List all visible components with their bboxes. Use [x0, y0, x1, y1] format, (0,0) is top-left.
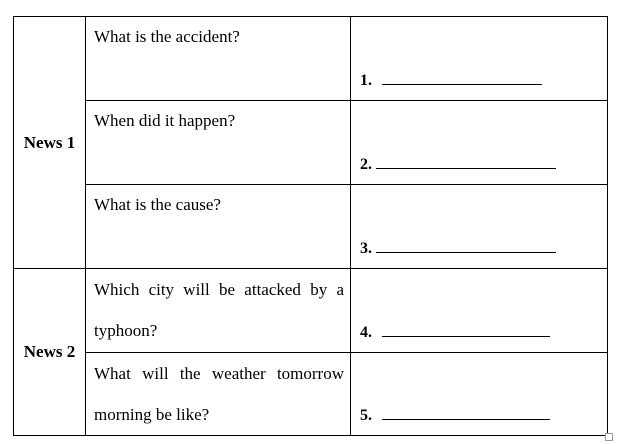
answer-line-5[interactable] — [360, 404, 550, 425]
answer-line-4[interactable] — [360, 321, 550, 342]
answer-blank[interactable] — [376, 237, 556, 253]
group-label-text: News 2 — [23, 342, 76, 361]
answer-blank[interactable] — [382, 404, 550, 420]
table-row — [14, 185, 608, 269]
answer-cell — [351, 101, 608, 185]
question-cell — [86, 101, 351, 185]
answer-cell — [351, 353, 608, 436]
group-label-text: News 1 — [23, 132, 76, 152]
question-cell — [86, 17, 351, 101]
group-label-news-2 — [14, 269, 86, 436]
question-cell — [86, 353, 351, 436]
question-text: When did it happen? — [94, 111, 236, 130]
answer-number: 5. — [360, 407, 372, 424]
answer-line-3[interactable] — [360, 237, 556, 258]
question-cell — [86, 269, 351, 353]
table-row — [14, 17, 608, 101]
table-row — [14, 269, 608, 353]
worksheet-table — [13, 16, 608, 436]
question-text: What is the cause? — [94, 195, 221, 214]
answer-number: 4. — [360, 324, 372, 341]
answer-number: 2. — [360, 156, 372, 173]
answer-line-2[interactable] — [360, 153, 556, 174]
answer-cell — [351, 185, 608, 269]
answer-blank[interactable] — [376, 153, 556, 169]
question-text: What is the accident? — [94, 27, 240, 46]
answer-number: 1. — [360, 72, 372, 89]
answer-blank[interactable] — [382, 69, 542, 85]
question-text: What will the weather tomorrow morning be like? — [94, 364, 344, 424]
answer-blank[interactable] — [382, 321, 550, 337]
answer-cell — [351, 17, 608, 101]
question-cell — [86, 185, 351, 269]
table-row — [14, 101, 608, 185]
resize-handle-icon[interactable] — [605, 433, 613, 441]
answer-line-1[interactable] — [360, 69, 542, 90]
question-text: Which city will be attacked by a typhoon? — [94, 280, 344, 340]
table-row — [14, 353, 608, 436]
group-label-news-1 — [14, 17, 86, 269]
answer-cell — [351, 269, 608, 353]
answer-number: 3. — [360, 240, 372, 257]
